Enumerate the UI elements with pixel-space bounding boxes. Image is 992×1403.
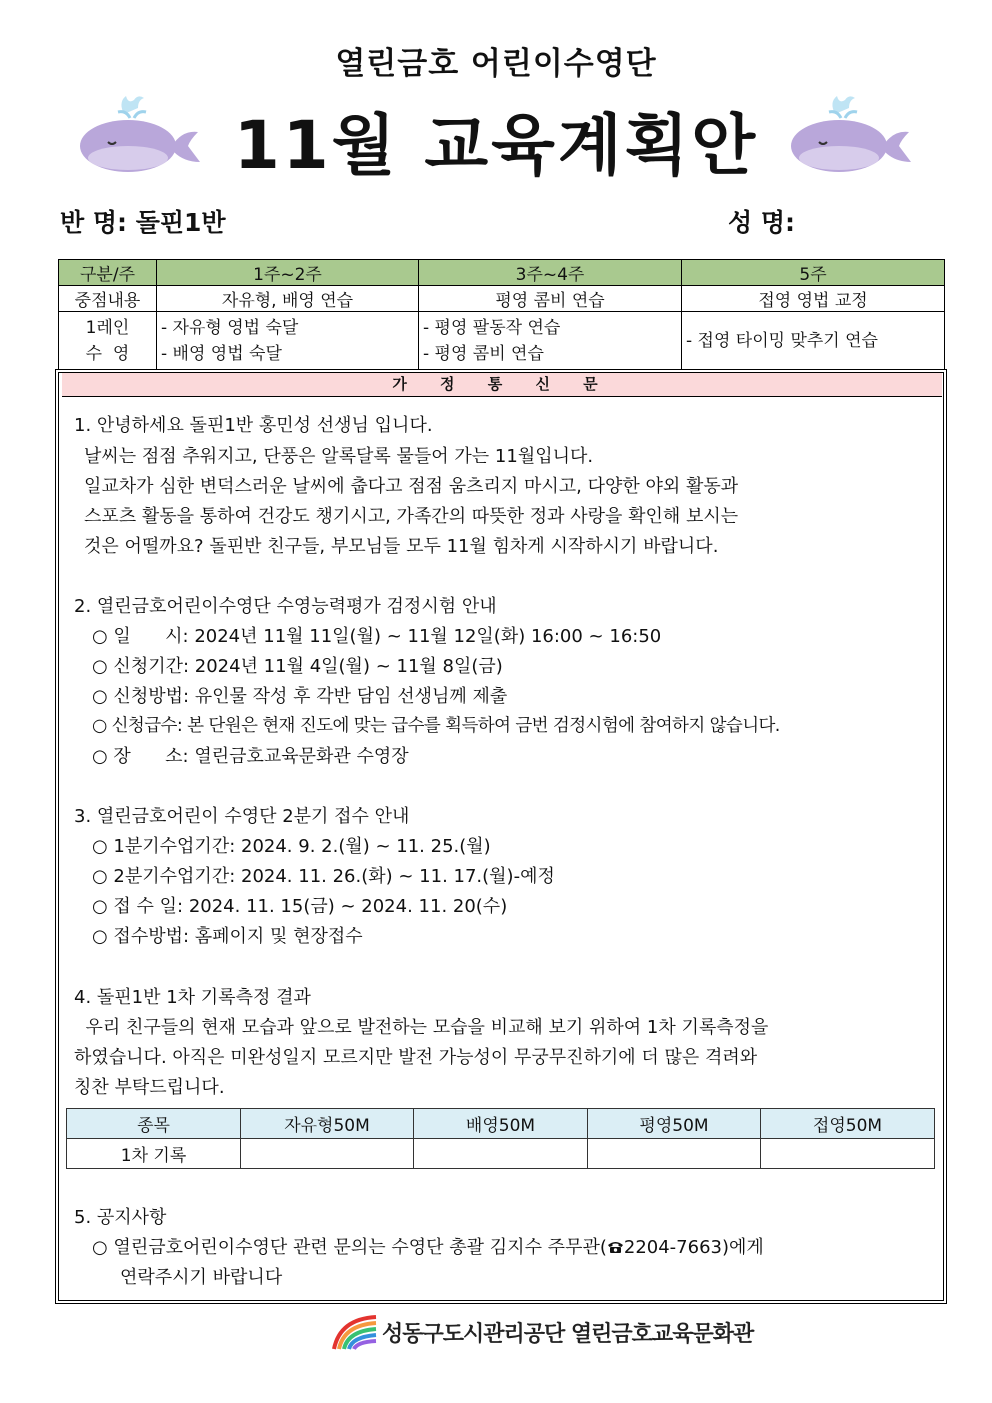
lane-label — [59, 312, 157, 370]
record-header-free: 자유형50M — [241, 1109, 414, 1139]
lane-week12 — [157, 312, 419, 370]
phone-icon — [607, 1240, 624, 1254]
section2-line: ○ 신청급수: 본 단원은 현재 진도에 맞는 급수를 획득하여 금번 검정시험에 참여하지 않습니다. — [92, 716, 780, 736]
section3-line: ○ 접 수 일: 2024. 11. 15(금) ~ 2024. 11. 20(수) — [92, 896, 508, 917]
section2-line: ○ 신청방법: 유인물 작성 후 각반 담임 선생님께 제출 — [92, 686, 508, 707]
plan-header-week12: 1주~2주 — [157, 260, 419, 286]
lane-week12-item: - 배영 영법 숙달 — [161, 343, 282, 364]
record-table — [66, 1108, 935, 1169]
lane-week12-item: - 자유형 영법 숙달 — [161, 317, 299, 338]
focus-week5: 접영 영법 교정 — [682, 286, 945, 312]
section3-line: ○ 2분기수업기간: 2024. 11. 26.(화) ~ 11. 17.(월)-예정 — [92, 866, 555, 887]
record-row-label: 1차 기록 — [67, 1139, 241, 1169]
section4-line: 우리 친구들의 현재 모습과 앞으로 발전하는 모습을 비교해 보기 위하여 1차 기록측정을 — [74, 1017, 769, 1038]
section5-line2: 연락주시기 바랍니다 — [120, 1267, 283, 1288]
record-header-breast: 평영50M — [588, 1109, 761, 1139]
record-header-event: 종목 — [67, 1109, 241, 1139]
section1-line: 스포츠 활동을 통하여 건강도 챙기시고, 가족간의 따뜻한 정과 사랑을 확인해 보시는 — [84, 506, 739, 527]
rainbow-logo-icon — [330, 1313, 380, 1351]
focus-week12: 자유형, 배영 연습 — [157, 286, 419, 312]
section3-title: 3. 열린금호어린이 수영단 2분기 접수 안내 — [74, 806, 410, 827]
record-cell — [414, 1139, 588, 1169]
newsletter-title: 가 정 통 신 문 — [62, 373, 942, 397]
lane-week5 — [682, 312, 945, 370]
whale-icon — [783, 92, 913, 182]
section3-line: ○ 접수방법: 홈페이지 및 현장접수 — [92, 926, 363, 947]
whale-icon — [72, 92, 202, 182]
footer-text: 성동구도시관리공단 열린금호교육문화관 — [382, 1322, 754, 1347]
record-cell — [761, 1139, 935, 1169]
lane-week34 — [419, 312, 682, 370]
plan-table — [58, 259, 945, 370]
record-header-fly: 접영50M — [761, 1109, 935, 1139]
class-label: 반 명: 돌핀1반 — [60, 208, 226, 237]
section4-line: 하였습니다. 아직은 미완성일지 모르지만 발전 가능성이 무궁무진하기에 더 많은 격려와 — [74, 1047, 758, 1068]
section1-title: 1. 안녕하세요 돌핀1반 홍민성 선생님 입니다. — [74, 415, 433, 436]
org-title: 열린금호 어린이수영단 — [335, 46, 657, 82]
focus-week34: 평영 콤비 연습 — [419, 286, 682, 312]
section5-line1-prefix: ○ 열린금호어린이수영단 관련 문의는 수영단 총괄 김지수 주무관( — [92, 1237, 607, 1258]
plan-header-week34: 3주~4주 — [419, 260, 682, 286]
section2-line: ○ 신청기간: 2024년 11월 4일(월) ~ 11월 8일(금) — [92, 656, 503, 677]
section2-title: 2. 열린금호어린이수영단 수영능력평가 검정시험 안내 — [74, 596, 497, 617]
section2-line: ○ 일 시: 2024년 11월 11일(월) ~ 11월 12일(화) 16:00 ~ 16:50 — [92, 626, 662, 647]
plan-header-category: 구분/주 — [59, 260, 157, 286]
lane-week5-item: - 접영 타이밍 맞추기 연습 — [686, 330, 878, 351]
main-title: 11월 교육계획안 — [233, 107, 759, 184]
lane-week34-item: - 평영 팔동작 연습 — [423, 317, 561, 338]
plan-header-week5: 5주 — [682, 260, 945, 286]
section3-line: ○ 1분기수업기간: 2024. 9. 2.(월) ~ 11. 25.(월) — [92, 836, 491, 857]
section1-line: 것은 어떨까요? 돌핀반 친구들, 부모님들 모두 11월 힘차게 시작하시기 바랍니다. — [84, 536, 719, 557]
section5-line1 — [92, 1233, 764, 1259]
record-header-back: 배영50M — [414, 1109, 588, 1139]
section4-title: 4. 돌핀1반 1차 기록측정 결과 — [74, 987, 311, 1008]
section2-line: ○ 장 소: 열린금호교육문화관 수영장 — [92, 746, 409, 767]
lane-label-line2: 수 영 — [85, 343, 130, 364]
record-cell — [588, 1139, 761, 1169]
section1-line: 일교차가 심한 변덕스러운 날씨에 춥다고 점점 움츠리지 마시고, 다양한 야외 활동과 — [84, 476, 739, 497]
section5-line1-suffix: )에게 — [722, 1237, 764, 1258]
focus-label: 중점내용 — [59, 286, 157, 312]
name-label: 성 명: — [728, 208, 796, 237]
lane-label-line1: 1레인 — [85, 317, 130, 338]
section4-line: 칭찬 부탁드립니다. — [74, 1077, 225, 1098]
section1-line: 날씨는 점점 추워지고, 단풍은 알록달록 물들어 가는 11월입니다. — [84, 446, 594, 467]
phone-number: 2204-7663 — [623, 1237, 722, 1258]
record-cell — [241, 1139, 414, 1169]
section5-title: 5. 공지사항 — [74, 1207, 167, 1228]
lane-week34-item: - 평영 콤비 연습 — [423, 343, 544, 364]
